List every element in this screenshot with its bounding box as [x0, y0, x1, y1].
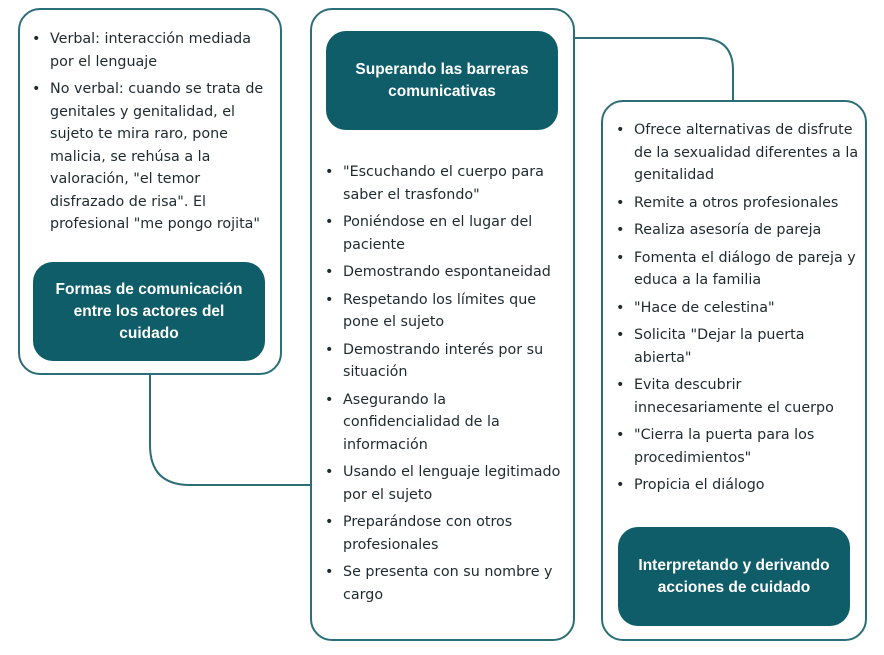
list-item [616, 219, 861, 242]
bullet-icon: • [616, 327, 625, 343]
bullet-icon: • [325, 391, 334, 408]
bullet-icon: • [616, 222, 625, 238]
communication-forms-list [32, 28, 277, 241]
list-item-text: Poniéndose en el lugar del paciente [343, 214, 533, 253]
list-item-text: Preparándose con otros profesionales [343, 514, 513, 553]
list-item-text: Remite a otros profesionales [634, 194, 839, 211]
bullet-icon: • [616, 377, 625, 393]
list-item-text: Verbal: interacción mediada por el lenguaje [50, 31, 252, 70]
bullet-icon: • [616, 477, 625, 493]
list-item-text: Usando el lenguaje legitimado por el sujeto [343, 464, 561, 503]
bullet-icon: • [325, 514, 334, 530]
bullet-icon: • [616, 194, 625, 211]
list-item [32, 28, 277, 73]
list-item [325, 511, 565, 556]
list-item [616, 192, 861, 215]
list-item-text: Demostrando interés por su situación [343, 341, 544, 380]
bullet-icon: • [32, 31, 41, 47]
list-item-text: No verbal: cuando se trata de genitales y genitalidad, el sujeto te mira raro, pone malicia, se rehúsa a la valoración, "el temor disfrazado de risa". El profesional "me pongo rojita" [50, 81, 264, 232]
list-item [325, 261, 565, 284]
list-item [616, 297, 861, 320]
list-item-text: Ofrece alternativas de disfrute de la sexualidad diferentes a la genitalidad [634, 122, 859, 183]
list-item [325, 289, 565, 334]
bullet-icon: • [616, 122, 625, 138]
list-item-text: Fomenta el diálogo de pareja y educa a la familia [634, 249, 856, 288]
connector-center-right [575, 38, 733, 100]
list-item [616, 474, 861, 497]
list-item [616, 247, 861, 292]
list-item-text: "Escuchando el cuerpo para saber el trasfondo" [343, 164, 544, 203]
list-item [325, 561, 565, 606]
list-item-text: Demostrando espontaneidad [343, 264, 551, 280]
list-item [616, 119, 861, 187]
bullet-icon: • [325, 464, 334, 480]
list-item [325, 211, 565, 256]
connector-left-center [150, 375, 310, 485]
care-actions-list [616, 119, 861, 502]
heading-communication-forms: Formas de comunicación entre los actores del cuidado [33, 262, 265, 361]
list-item-text: Se presenta con su nombre y cargo [343, 564, 553, 603]
list-item [325, 339, 565, 384]
list-item-text: Solicita "Dejar la puerta abierta" [634, 327, 805, 366]
list-item [616, 324, 861, 369]
list-item-text: "Hace de celestina" [634, 299, 775, 316]
list-item [325, 161, 565, 206]
bullet-icon: • [325, 291, 334, 308]
list-item-text: "Cierra la puerta para los procedimientos" [634, 427, 815, 466]
list-item [325, 389, 565, 457]
list-item-text: Propicia el diálogo [634, 477, 765, 493]
bullet-icon: • [325, 341, 334, 358]
list-item [616, 374, 861, 419]
bullet-icon: • [616, 249, 625, 266]
bullet-icon: • [32, 81, 41, 97]
bullet-icon: • [325, 564, 334, 580]
bullet-icon: • [616, 299, 625, 316]
list-item [616, 424, 861, 469]
list-item-text: Respetando los límites que pone el sujeto [343, 291, 537, 330]
overcoming-barriers-list [325, 161, 565, 611]
bullet-icon: • [325, 264, 334, 280]
heading-overcoming-barriers: Superando las barreras comunicativas [326, 31, 558, 130]
list-item [325, 461, 565, 506]
bullet-icon: • [616, 427, 625, 443]
bullet-icon: • [325, 214, 334, 230]
list-item-text: Realiza asesoría de pareja [634, 222, 822, 238]
list-item-text: Evita descubrir innecesariamente el cuerpo [634, 377, 834, 416]
bullet-icon: • [325, 164, 334, 180]
list-item [32, 78, 277, 236]
heading-care-actions: Interpretando y derivando acciones de cuidado [618, 527, 850, 626]
list-item-text: Asegurando la confidencialidad de la información [343, 391, 500, 453]
